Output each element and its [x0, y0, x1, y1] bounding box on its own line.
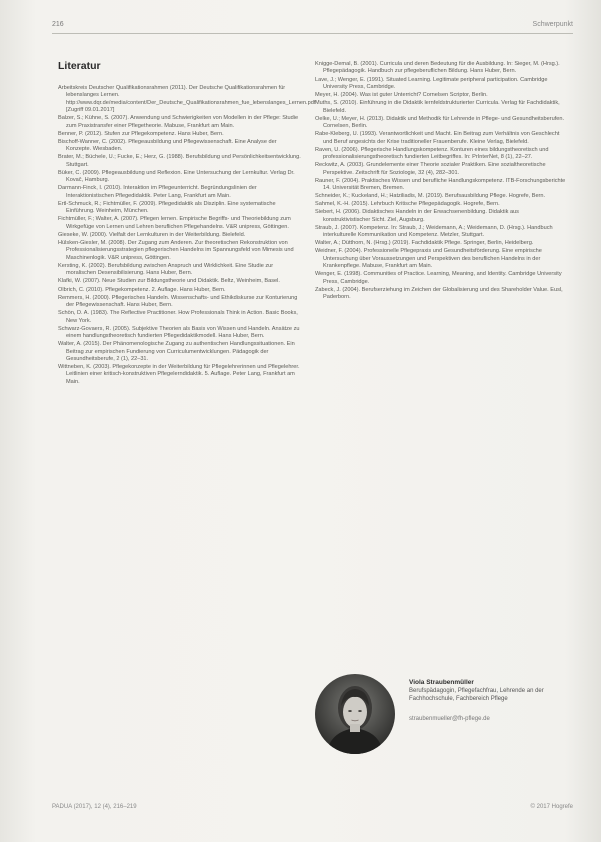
author-description: Berufspädagogin, Pflegefachfrau, Lehrende an der Fachhochschule, Fachbereich Pflege	[409, 688, 544, 702]
reference-entry: Wittneben, K. (2003). Pflegekonzepte in der Weiterbildung für Pflegelehrerinnen und Pflegelehrer. Leitlinien einer kritisch-konstruktiven Pflegelerndidaktik. 5. Auflage. Peter Lang, Frankfurt am Main.	[58, 364, 300, 385]
reference-entry: Hülsken-Giesler, M. (2008). Der Zugang zum Anderen. Zur theoretischen Rekonstruktion von Professionalisierungsstrategien pflegerischen Handelns im Spannungsfeld von Mimesis und Maschinenlogik. V&R unipress, Göttingen.	[58, 240, 294, 261]
reference-entry: Schwarz-Govaers, R. (2005). Subjektive Theorien als Basis von Wissen und Handeln. Ansätze zu einem handlungstheoretisch fundierten Pflegedidaktikmodell. Hans Huber, Bern.	[58, 325, 300, 339]
section-label: Schwerpunkt	[532, 21, 573, 28]
reference-entry: Weidner, F. (2004). Professionelle Pflegepraxis und Gesundheitsförderung. Eine empirische Untersuchung über Voraussetzungen und Perspektiven des beruflichen Handelns in der Krankenpflege. Mabuse, Frankfurt am Main.	[315, 248, 542, 270]
reference-entry: Remmers, H. (2000). Pflegerisches Handeln. Wissenschafts- und Ethikdiskurse zur Konturierung der Pflegewissenschaft. Hans Huber, Bern.	[58, 294, 298, 308]
reference-entry: Olbrich, C. (2010). Pflegekompetenz. 2. Auflage. Hans Huber, Bern.	[58, 286, 226, 293]
author-email[interactable]: straubenmueller@fh-pflege.de	[409, 716, 490, 722]
reference-entry: Meyer, H. (2004). Was ist guter Unterricht? Cornelsen Scriptor, Berlin.	[315, 92, 488, 98]
section-title: Literatur	[58, 60, 101, 72]
author-text	[409, 679, 569, 723]
author-info	[315, 674, 567, 754]
journal-citation: PADUA (2017), 12 (4), 216–219	[52, 804, 137, 810]
reference-entry: Büker, C. (2009). Pflegeausbildung und Reflexion. Eine Untersuchung der Lernkultur. Verlag Dr. Kovač, Hamburg.	[58, 169, 295, 184]
reference-entry: Walter, A. (2015). Der Phänomenologische Zugang zu authentischen Handlungssituationen. Ein Beitrag zur empirischen Fundierung von Curriculumentwicklungen. Pädagogik der Gesundheitsberufe, 2 (1), 22–31.	[58, 341, 295, 362]
reference-entry: Rabe-Kleberg, U. (1993). Verantwortlichkeit und Macht. Ein Beitrag zum Verhältnis von Geschlecht und Beruf angesichts der Krise traditioneller Frauenberufe. Kleine Verlag, Bielefeld.	[315, 131, 560, 145]
reference-entry: Bischoff-Wanner, C. (2002). Pflegeausbildung und Pflegewissenschaft. Eine Analyse der Konzepte. Wiesbaden.	[58, 138, 277, 153]
reference-entry: Benner, P. (2012). Stufen zur Pflegekompetenz. Hans Huber, Bern.	[58, 130, 224, 137]
page-number: 216	[52, 21, 64, 28]
reference-entry: Reckwitz, A. (2003). Grundelemente einer Theorie sozialer Praktiken. Eine sozialtheoretische Perspektive. Zeitschrift für Soziologie, 32 (4), 282–301.	[315, 162, 546, 176]
reference-entry: Rauner, F. (2004). Praktisches Wissen und berufliche Handlungskompetenz. ITB-Forschungsberichte 14. Universität Bremen, Bremen.	[315, 177, 566, 191]
references-right-column	[315, 61, 567, 302]
reference-entry: Arbeitskreis Deutscher Qualifikationsrahmen (2011). Der Deutsche Qualifikationsrahmen für lebenslanges Lernen. http://www.dqr.de/media/content/Der_Deutsche_Qualifikationsrahmen_fue_lebenslanges_Lernen.pdf [Zugriff 09.01.2017]	[58, 85, 316, 114]
reference-entry: Sahmel, K.-H. (2015). Lehrbuch Kritische Pflegepädagogik. Hogrefe, Bern.	[315, 201, 500, 208]
reference-entry: Klafki, W. (2007). Neue Studien zur Bildungstheorie und Didaktik. Beltz, Weinheim, Basel.	[58, 278, 280, 285]
page-footer	[52, 804, 573, 814]
reference-entry: Walter, A.; Dütthorn, N. (Hrsg.) (2019). Fachdidaktik Pflege. Springer, Berlin, Heidelberg.	[315, 240, 534, 247]
author-name: Viola Straubenmüller	[409, 679, 474, 686]
reference-entry: Schön, D. A. (1983). The Reflective Practitioner. How Professionals Think in Action. Basic Books, New York.	[58, 310, 298, 324]
reference-entry: Darmann-Finck, I. (2010). Interaktion im Pflegeunterricht. Begründungslinien der Interaktionistischen Pflegedidaktik. Peter Lang, Frankfurt am Main.	[58, 185, 257, 199]
reference-entry: Oelke, U.; Meyer, H. (2013). Didaktik und Methodik für Lehrende in Pflege- und Gesundheitsberufen. Cornelsen, Berlin.	[315, 115, 565, 129]
reference-entry: Brater, M.; Büchele, U.; Fucke, E.; Herz, G. (1988). Berufsbildung und Persönlichkeitsentwicklung. Stuttgart.	[58, 154, 301, 168]
reference-entry: Fichtmüller, F.; Walter, A. (2007). Pflegen lernen. Empirische Begriffs- und Theoriebildung zum Wirkgefüge von Lernen und Lehren beruflichen Pflegehandelns. V&R unipress, Göttingen.	[58, 216, 291, 230]
page-header	[52, 21, 573, 33]
references-left-column	[58, 85, 316, 387]
reference-entry: Raven, U. (2006). Pflegerische Handlungskompetenz. Konturen eines bildungstheoretisch und professionalisierungstheoretisch fundierten Leitbegriffes. In: PrInterNet, 8 (1), 22–27.	[315, 146, 549, 160]
reference-entry: Ertl-Schmuck, R.; Fichtmüller, F. (2009). Pflegedidaktik als Disziplin. Eine systematische Einführung. Weinheim, München.	[58, 200, 276, 215]
reference-entry: Balzer, S.; Kühne, S. (2007). Anwendung und Schwierigkeiten von Modellen in der Pflege: Studie zum Praxistransfer einer Pflegetheorie. Mabuse, Frankfurt am Main.	[58, 115, 299, 129]
reference-entry: Muths, S. (2010). Einführung in die Didaktik lernfeldstrukturierter Curricula. Verlag für Fachdidaktik, Bielefeld.	[315, 100, 560, 114]
reference-entry: Wenger, E. (1998). Communities of Practice. Learning, Meaning, and Identity. Cambridge University Press, Cambridge.	[315, 271, 562, 285]
reference-entry: Kersting, K. (2002). Berufsbildung zwischen Anspruch und Wirklichkeit. Eine Studie zur moralischen Desensibilisierung. Hans Huber, Bern.	[58, 262, 274, 277]
reference-entry: Knigge-Demal, B. (2001). Curricula und deren Bedeutung für die Ausbildung. In: Sieger, M. (Hrsg.). Pflegepädagogik. Handbuch zur pflegeberuflichen Bildung. Hans Huber, Bern.	[315, 61, 560, 75]
copyright: © 2017 Hogrefe	[530, 804, 573, 810]
reference-entry: Siebert, H. (2006). Didaktisches Handeln in der Erwachsenenbildung. Didaktik aus konstruktivistischer Sicht. Ziel, Augsburg.	[315, 209, 519, 223]
reference-entry: Zabeck, J. (2004). Berufserziehung im Zeichen der Globalisierung und des Shareholder Value. Eusl, Paderborn.	[315, 286, 563, 301]
author-photo	[315, 674, 395, 754]
reference-entry: Schneider, K.; Kuckeland, H.; Hatziliadis, M. (2019). Berufsausbildung Pflege. Hogrefe, Bern.	[315, 193, 546, 200]
header-divider	[52, 33, 573, 34]
reference-entry: Gieseke, W. (2000). Vielfalt der Lernkulturen in der Weiterbildung. Bielefeld.	[58, 231, 246, 238]
reference-entry: Straub, J. (2007). Kompetenz. In: Straub, J.; Weidemann, A.; Weidemann, D. (Hrsg.). Handbuch interkulturelle Kommunikation und Kompetenz. Metzler, Stuttgart.	[315, 224, 553, 239]
reference-entry: Lave, J.; Wenger, E. (1991). Situated Learning. Legitimate peripheral participation. Cambridge University Press, Cambridge.	[315, 76, 548, 90]
